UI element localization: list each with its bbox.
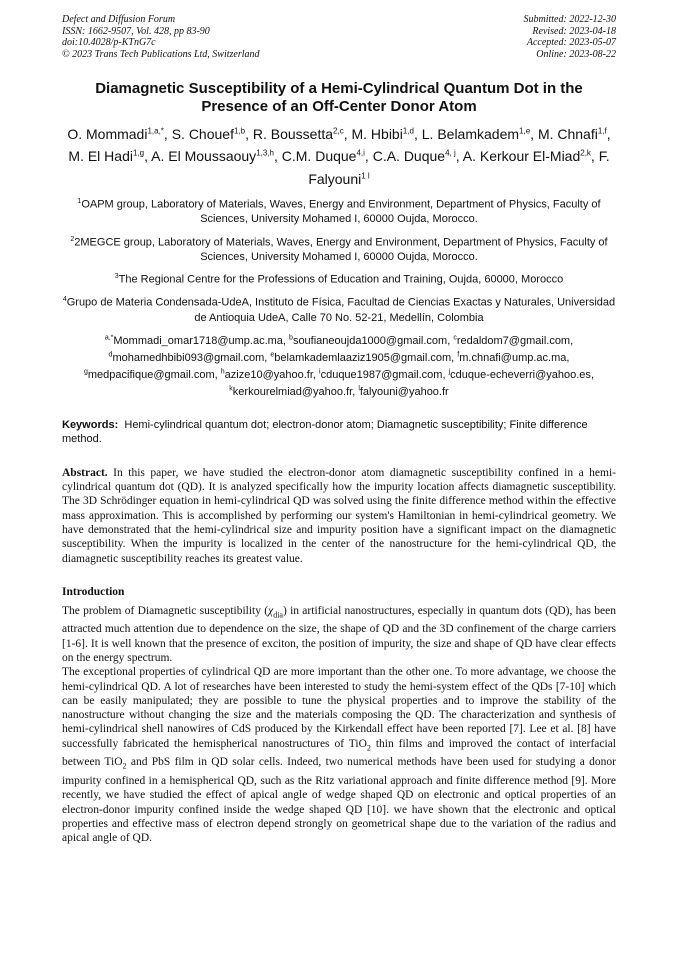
journal-header bbox=[62, 14, 616, 60]
affiliation-text: OAPM group, Laboratory of Materials, Waves, Energy and Environment, Department of Physics, Faculty of Sciences, University Mohamed I, 60000 Oujda, Morocco. bbox=[81, 198, 601, 226]
affiliation-text: 2MEGCE group, Laboratory of Materials, Waves, Energy and Environment, Department of Physics, Faculty of Sciences, University Mohamed I, 60000 Oujda, Morocco. bbox=[74, 236, 608, 263]
author-affiliation-mark: 1,d bbox=[402, 126, 414, 135]
email-separator: , bbox=[264, 351, 271, 364]
chi-symbol: χ bbox=[268, 604, 274, 617]
keywords bbox=[62, 418, 616, 446]
affiliation-number: 1 bbox=[77, 197, 82, 205]
paper-title: Diamagnetic Susceptibility of a Hemi-Cylindrical Quantum Dot in the Presence of an Off-Center Donor Atom bbox=[95, 80, 583, 115]
author-name: C.A. Duque bbox=[372, 148, 446, 165]
email-mark: l bbox=[358, 385, 360, 393]
author-affiliation-mark: 4,i bbox=[356, 148, 365, 158]
author bbox=[68, 148, 151, 164]
author-name: O. Mommadi bbox=[67, 125, 148, 142]
email-address[interactable]: azize10@yahoo.fr bbox=[224, 369, 313, 382]
author-affiliation-mark: 1,3,h bbox=[256, 148, 274, 158]
author-separator: , bbox=[530, 125, 538, 142]
email-entry bbox=[221, 369, 319, 381]
author bbox=[67, 126, 171, 142]
email-mark: a,* bbox=[104, 334, 114, 342]
tio2-subscript: 2 bbox=[122, 761, 127, 771]
email-entry bbox=[84, 369, 221, 381]
email-address[interactable]: soufianeoujda1000@gmail.com bbox=[292, 334, 448, 347]
author-separator: , bbox=[343, 125, 352, 142]
author-name: A. El Moussaouy bbox=[151, 148, 257, 165]
journal-issn: ISSN: 1662-9507, Vol. 428, pp 83-90 bbox=[62, 25, 210, 37]
email-entry bbox=[358, 386, 448, 398]
abstract-text: In this paper, we have studied the electron-donor atom diamagnetic susceptibility confined in a hemi-cylindrical quantum dot (QD). It is analyzed specifically how the impurity location affects diamagnetic susceptibility. The 3D Schrödinger equation in hemi-cylindrical QD was solved using the finite difference method within the effective mass approximation. This is accomplished by performing our system's Hamiltonian in hemi-cylindrical geometry. We have demonstrated that the hemi-cylindrical size and impurity position have a significant impact on the diamagnetic susceptibility. When the impurity is localized in the center of the nanostructure for the hemi-cylindrical QD, the diamagnetic susceptibility reaches its greatest value. bbox=[62, 466, 616, 565]
email-separator: , bbox=[447, 334, 454, 347]
author-separator: , bbox=[590, 148, 599, 165]
author-list bbox=[62, 121, 616, 189]
email-separator: , bbox=[352, 386, 359, 399]
author-affiliation-mark: 1,g bbox=[132, 148, 145, 158]
email-separator: , bbox=[442, 369, 449, 382]
author-name: C.M. Duque bbox=[281, 148, 357, 165]
author bbox=[172, 126, 253, 142]
email-entry bbox=[319, 369, 449, 381]
author bbox=[373, 148, 463, 164]
author bbox=[351, 126, 421, 142]
journal-doi[interactable]: doi:10.4028/p-KTnG7c bbox=[62, 37, 156, 48]
intro-p1-text-b: ) in artificial nanostructures, especially in quantum dots (QD), has been attracted much attention due to dependence on the size, the shape of QD and the 3D confinement of the charge carriers [1-6]. It is well known that the presence of exciton, the position of impurity, the size and shape of QD have clear effects on the energy spectrum. bbox=[62, 604, 616, 664]
email-address[interactable]: cduque1987@gmail.com bbox=[320, 369, 443, 382]
abstract bbox=[62, 466, 616, 566]
author-separator: , bbox=[245, 125, 253, 142]
email-entry bbox=[270, 351, 460, 364]
abstract-label: Abstract. bbox=[62, 466, 108, 479]
intro-p2-text-b: thin films and improved the contact of interfacial between TiO bbox=[62, 737, 617, 769]
email-mark: i bbox=[319, 368, 321, 376]
affiliation-text: The Regional Centre for the Professions of Education and Training, Oujda, 60000, Morocco bbox=[118, 273, 564, 286]
email-mark: g bbox=[83, 368, 88, 376]
intro-p2-text-c: and PbS film in QD solar cells. Indeed, two numerical methods have been used for studying a donor impurity confined in a hemispherical QD, such as the Ritz variational approach and finite difference method [9]. More recently, we have studied the effect of apical angle of wedge shaped QD on electronic and optical properties of an electron-donor impurity confined inside the wedge shaped QD [10]. we have shown that the electronic and optical properties and effective mass of electron depend strongly on geometrical shape due to the variation of the radius and apical angle of QD. bbox=[62, 756, 616, 845]
author-separator: , bbox=[273, 148, 282, 165]
author-affiliation-mark: 1,a,* bbox=[147, 126, 164, 135]
author-name: S. Chouef bbox=[171, 125, 234, 142]
author bbox=[282, 148, 373, 164]
email-mark: b bbox=[289, 334, 293, 342]
author-separator: , bbox=[606, 125, 611, 142]
affiliation-list bbox=[62, 195, 616, 325]
email-address[interactable]: redaldom7@gmail.com bbox=[456, 334, 571, 347]
email-entry bbox=[457, 352, 569, 364]
email-mark: h bbox=[220, 368, 225, 376]
author-affiliation-mark: 2,c bbox=[333, 126, 344, 135]
email-address[interactable]: m.chnafi@ump.ac.ma bbox=[459, 351, 567, 364]
author bbox=[463, 148, 599, 164]
date-accepted: Accepted: 2023-05-07 bbox=[526, 37, 616, 48]
email-entry bbox=[449, 369, 594, 381]
intro-paragraph-2 bbox=[62, 665, 616, 845]
author-separator: , bbox=[144, 148, 152, 165]
email-address[interactable]: cduque-echeverri@yahoo.es bbox=[450, 369, 591, 382]
email-address[interactable]: kerkourelmiad@yahoo.fr bbox=[232, 386, 353, 399]
email-separator: , bbox=[312, 369, 320, 382]
email-address[interactable]: Mommadi_omar1718@ump.ac.ma bbox=[113, 334, 283, 347]
email-mark: c bbox=[453, 334, 457, 342]
author-affiliation-mark: 1 l bbox=[361, 171, 370, 181]
author-name: L. Belamkadem bbox=[421, 125, 520, 142]
email-separator: , bbox=[590, 369, 594, 382]
email-separator: , bbox=[451, 351, 458, 364]
author-affiliation-mark: 2,k bbox=[580, 148, 591, 158]
chi-subscript: dia bbox=[273, 610, 283, 620]
affiliation bbox=[62, 270, 616, 287]
author-separator: , bbox=[163, 125, 172, 142]
email-address[interactable]: mohamedhbibi093@gmail.com bbox=[112, 351, 265, 364]
author-separator: , bbox=[413, 125, 422, 142]
keywords-text: Hemi-cylindrical quantum dot; electron-donor atom; Diamagnetic susceptibility; Finite difference method. bbox=[62, 418, 588, 445]
email-entry bbox=[289, 335, 453, 347]
author-affiliation-mark: 1,e bbox=[519, 126, 531, 135]
affiliation-number: 3 bbox=[114, 273, 119, 281]
author-separator: , bbox=[364, 148, 373, 165]
email-entry bbox=[109, 352, 271, 364]
email-address[interactable]: medpacifique@gmail.com bbox=[87, 369, 215, 382]
intro-p1-text-a: The problem of Diamagnetic susceptibility ( bbox=[62, 604, 269, 617]
date-online: Online: 2023-08-22 bbox=[536, 48, 616, 60]
journal-name: Defect and Diffusion Forum bbox=[62, 14, 176, 25]
intro-paragraph-1 bbox=[62, 604, 616, 665]
author-name: A. Kerkour El-Miad bbox=[462, 148, 581, 165]
date-submitted: Submitted: 2022-12-30 bbox=[523, 14, 616, 25]
author-name: F. Falyouni bbox=[308, 148, 610, 187]
author-separator: , bbox=[455, 148, 463, 165]
email-separator: , bbox=[570, 334, 574, 347]
publication-dates bbox=[524, 14, 617, 60]
journal-info bbox=[62, 14, 260, 60]
author-name: M. Chnafi bbox=[537, 125, 598, 142]
affiliation bbox=[62, 195, 616, 227]
email-list bbox=[62, 331, 616, 400]
author-name: M. Hbibi bbox=[351, 125, 403, 142]
affiliation bbox=[62, 293, 616, 325]
email-mark: k bbox=[229, 385, 233, 393]
email-separator: , bbox=[282, 334, 290, 347]
email-separator: , bbox=[566, 351, 570, 364]
email-entry bbox=[105, 335, 289, 347]
email-entry bbox=[229, 386, 358, 398]
author-affiliation-mark: 1,b bbox=[233, 126, 246, 135]
affiliation-number: 2 bbox=[70, 235, 75, 243]
email-separator: , bbox=[214, 369, 221, 382]
author-affiliation-mark: 4, j bbox=[445, 148, 456, 158]
author-name: R. Boussetta bbox=[252, 125, 334, 142]
email-mark: f bbox=[457, 351, 460, 359]
keywords-label: Keywords: bbox=[62, 418, 119, 431]
journal-copyright: © 2023 Trans Tech Publications Ltd, Switzerland bbox=[62, 48, 260, 60]
date-revised: Revised: 2023-04-18 bbox=[532, 25, 616, 37]
introduction-heading: Introduction bbox=[62, 585, 125, 598]
email-address[interactable]: belamkademlaaziz1905@gmail.com bbox=[274, 351, 452, 364]
email-address[interactable]: falyouni@yahoo.fr bbox=[359, 386, 449, 399]
intro-p2-text-a: The exceptional properties of cylindrical QD are more important than the other one. To more advantage, we choose the hemi-cylindrical QD. A lot of researches have been interested to study the hemi-system effect of the QDs [7-10] which can be easily manipulated; they are possible to tune the physical properties and to improve the stability of the nanostructure without changing the size and the materials composing the QD. The characterization and synthesis of hemi-cylindrical shell nanowires of CdS produced by the Kirkendall effect have been reported [7]. Lee et al. [8] have successfully fabricated the hemispherical nanostructures of TiO bbox=[62, 666, 616, 750]
email-mark: e bbox=[270, 351, 275, 359]
affiliation bbox=[62, 233, 616, 265]
email-entry bbox=[453, 335, 573, 347]
author bbox=[253, 126, 352, 142]
affiliation-number: 4 bbox=[62, 296, 67, 304]
email-mark: d bbox=[108, 351, 113, 359]
author bbox=[422, 126, 538, 142]
author bbox=[151, 148, 282, 164]
author-name: M. El Hadi bbox=[68, 148, 133, 165]
email-mark: j bbox=[448, 368, 451, 376]
author bbox=[538, 126, 611, 142]
tio2-subscript: 2 bbox=[366, 743, 371, 753]
author-affiliation-mark: 1,f bbox=[597, 126, 607, 135]
affiliation-text: Grupo de Materia Condensada-UdeA, Instituto de Física, Facultad de Ciencias Exactas y Naturales, Universidad de Antioquia UdeA, Calle 70 No. 52-21, Medellín, Colombia bbox=[66, 297, 616, 324]
